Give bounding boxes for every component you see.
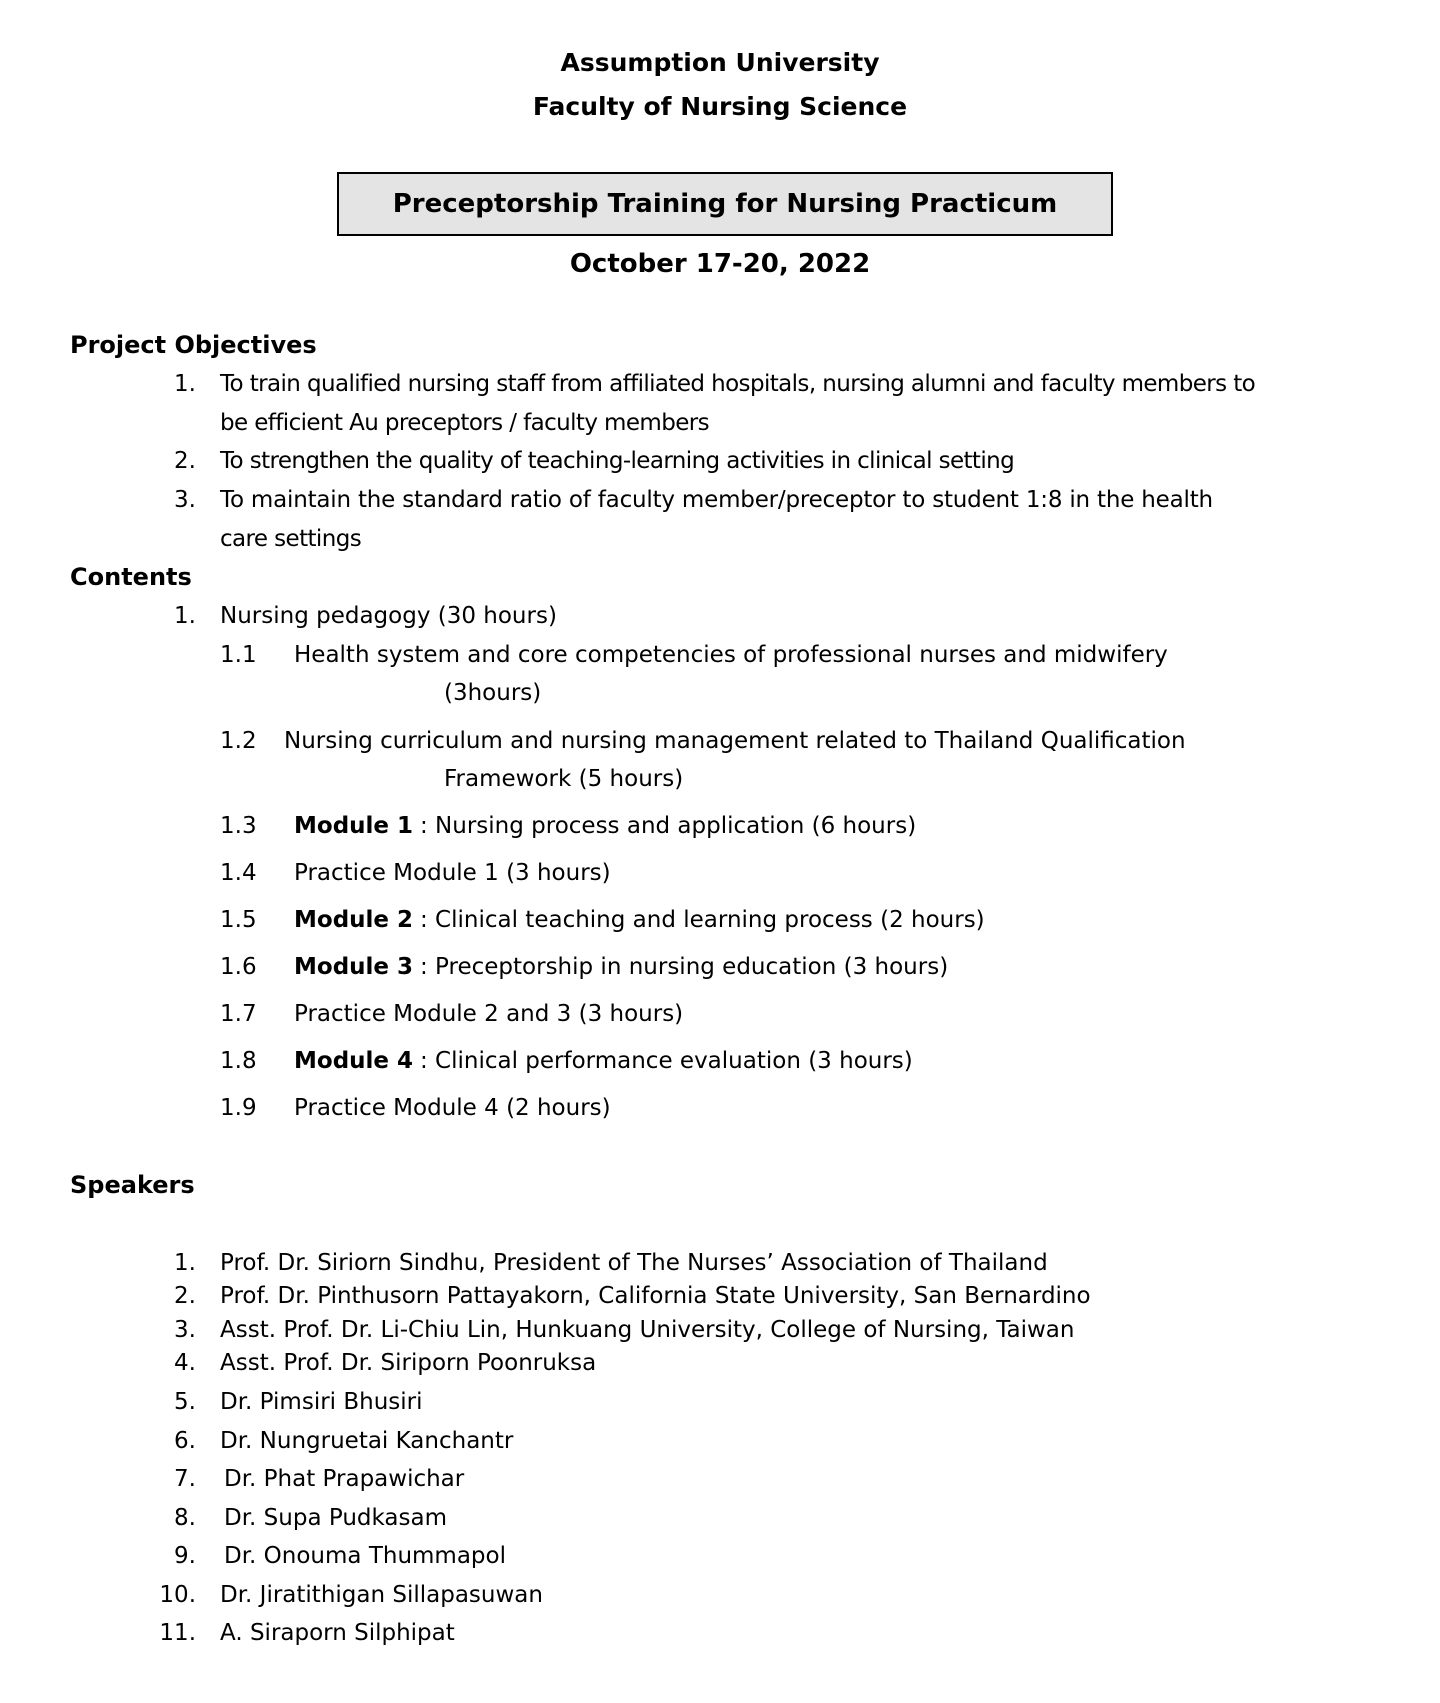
- speaker-name: Prof. Dr. Siriorn Sindhu, President of The Nurses’ Association of Thailand: [220, 1250, 1048, 1276]
- subitem-text: Health system and core competencies of professional nurses and midwifery: [294, 642, 1168, 668]
- subitem-text: Practice Module 4 (2 hours): [294, 1095, 611, 1121]
- speaker-name: Dr. Onouma Thummapol: [224, 1543, 506, 1569]
- program-title: Preceptorship Training for Nursing Practicum: [392, 189, 1058, 219]
- subitem-number: 1.5: [220, 907, 257, 933]
- list-item-number: 9.: [174, 1543, 196, 1569]
- list-item-number: 3.: [174, 487, 196, 513]
- list-item-number: 2.: [174, 448, 196, 474]
- objective-text: be efficient Au preceptors / faculty members: [220, 410, 710, 436]
- list-item-number: 1.: [174, 371, 196, 397]
- section-heading-speakers: Speakers: [70, 1171, 195, 1199]
- module-label: Module 4: [294, 1048, 414, 1074]
- list-item-number: 6.: [174, 1428, 196, 1454]
- program-title-box: [337, 172, 1113, 236]
- subitem-continuation: Framework (5 hours): [444, 766, 684, 792]
- list-item-number: 1.: [174, 1250, 196, 1276]
- speaker-name: Dr. Supa Pudkasam: [224, 1505, 447, 1531]
- objective-text: To train qualified nursing staff from affiliated hospitals, nursing alumni and faculty members to: [220, 371, 1256, 397]
- list-item-number: 3.: [174, 1317, 196, 1343]
- module-label: Module 1: [294, 813, 414, 839]
- speaker-name: Dr. Pimsiri Bhusiri: [220, 1389, 423, 1415]
- list-item-number: 4.: [174, 1350, 196, 1376]
- subitem-text: Practice Module 2 and 3 (3 hours): [294, 1001, 684, 1027]
- module-label: Module 3: [294, 954, 414, 980]
- speaker-name: Asst. Prof. Dr. Li-Chiu Lin, Hunkuang University, College of Nursing, Taiwan: [220, 1317, 1075, 1343]
- subitem-number: 1.7: [220, 1001, 257, 1027]
- module-label: Module 2: [294, 907, 414, 933]
- objective-text: care settings: [220, 526, 362, 552]
- subitem-number: 1.8: [220, 1048, 257, 1074]
- program-date: October 17-20, 2022: [569, 249, 871, 279]
- subitem-number: 1.1: [220, 642, 257, 668]
- objective-text: To strengthen the quality of teaching-learning activities in clinical setting: [220, 448, 1015, 474]
- speaker-name: Prof. Dr. Pinthusorn Pattayakorn, California State University, San Bernardino: [220, 1283, 1091, 1309]
- subitem-number: 1.3: [220, 813, 257, 839]
- list-item-number: 11.: [159, 1620, 196, 1646]
- objective-text: To maintain the standard ratio of faculty member/preceptor to student 1:8 in the health: [220, 487, 1213, 513]
- list-item-number: 8.: [174, 1505, 196, 1531]
- subitem-text: Practice Module 1 (3 hours): [294, 860, 611, 886]
- speaker-name: A. Siraporn Silphipat: [220, 1620, 455, 1646]
- subitem-number: 1.6: [220, 954, 257, 980]
- section-heading-objectives: Project Objectives: [70, 331, 317, 359]
- content-main-text: Nursing pedagogy (30 hours): [220, 603, 557, 629]
- list-item-number: 10.: [159, 1582, 196, 1608]
- list-item-number: 2.: [174, 1283, 196, 1309]
- subitem-number: 1.4: [220, 860, 257, 886]
- subitem-text: Nursing curriculum and nursing management related to Thailand Qualification: [284, 728, 1186, 754]
- speaker-name: Dr. Nungruetai Kanchantr: [220, 1428, 514, 1454]
- list-item-number: 5.: [174, 1389, 196, 1415]
- subitem-number: 1.2: [220, 728, 257, 754]
- subitem-text: : Nursing process and application (6 hours): [420, 813, 917, 839]
- speaker-name: Dr. Phat Prapawichar: [224, 1466, 465, 1492]
- faculty-name: Faculty of Nursing Science: [532, 92, 908, 121]
- subitem-text: : Clinical performance evaluation (3 hours): [420, 1048, 913, 1074]
- list-item-number: 1.: [174, 603, 196, 629]
- section-heading-contents: Contents: [70, 563, 192, 591]
- subitem-text: : Clinical teaching and learning process (2 hours): [420, 907, 985, 933]
- subitem-number: 1.9: [220, 1095, 257, 1121]
- subitem-continuation: (3hours): [444, 680, 542, 706]
- speaker-name: Asst. Prof. Dr. Siriporn Poonruksa: [220, 1350, 597, 1376]
- subitem-text: : Preceptorship in nursing education (3 hours): [420, 954, 949, 980]
- list-item-number: 7.: [174, 1466, 196, 1492]
- speaker-name: Dr. Jiratithigan Sillapasuwan: [220, 1582, 543, 1608]
- university-name: Assumption University: [560, 48, 880, 77]
